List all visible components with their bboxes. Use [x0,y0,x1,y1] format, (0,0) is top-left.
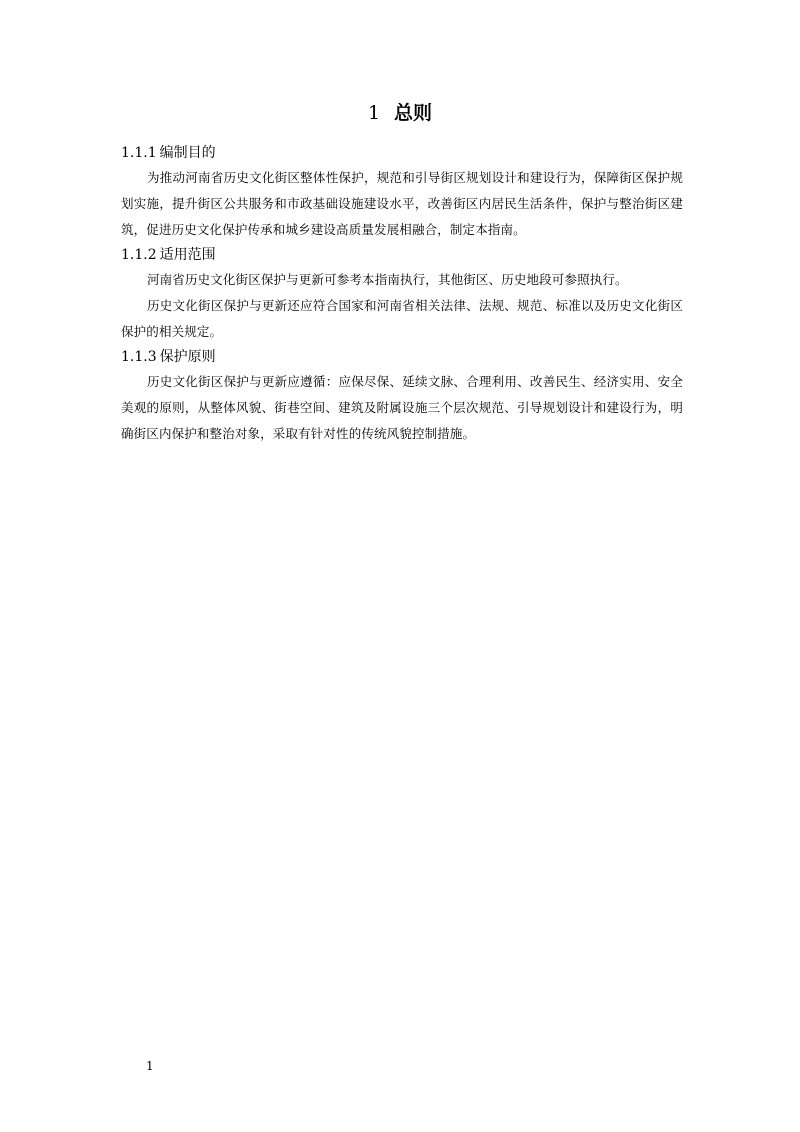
section-paragraph: 为推动河南省历史文化街区整体性保护，规范和引导街区规划设计和建设行为，保障街区保护规划实施，提升街区公共服务和市政基础设施建设水平，改善街区内居民生活条件，保护与整治街区建筑，促进历史文化保护传承和城乡建设高质量发展相融合，制定本指南。 [121,170,683,237]
section-paragraph: 河南省历史文化街区保护与更新可参考本指南执行，其他街区、历史地段可参照执行。 [147,272,628,287]
chapter-number: 1 [367,102,381,124]
section-heading [121,243,683,267]
section-number: 1.1.2 [121,247,157,263]
section-title: 保护原则 [159,349,216,365]
section-title: 适用范围 [159,247,216,263]
chapter-title [0,100,800,126]
page-number: 1 [146,1059,154,1073]
section-heading [121,141,683,165]
section-heading [121,345,683,369]
section-number: 1.1.3 [121,349,157,365]
chapter-title-text: 总则 [394,102,433,124]
section-number: 1.1.1 [121,145,157,161]
section-paragraph: 历史文化街区保护与更新还应符合国家和河南省相关法律、法规、规范、标准以及历史文化街区保护的相关规定。 [121,298,683,339]
section-paragraph: 历史文化街区保护与更新应遵循：应保尽保、延续文脉、合理利用、改善民生、经济实用、安全美观的原则，从整体风貌、街巷空间、建筑及附属设施三个层次规范、引导规划设计和建设行为，明确街区内保护和整治对象，采取有针对性的传统风貌控制措施。 [121,374,683,441]
section-title: 编制目的 [159,145,216,161]
document-body [121,141,683,447]
